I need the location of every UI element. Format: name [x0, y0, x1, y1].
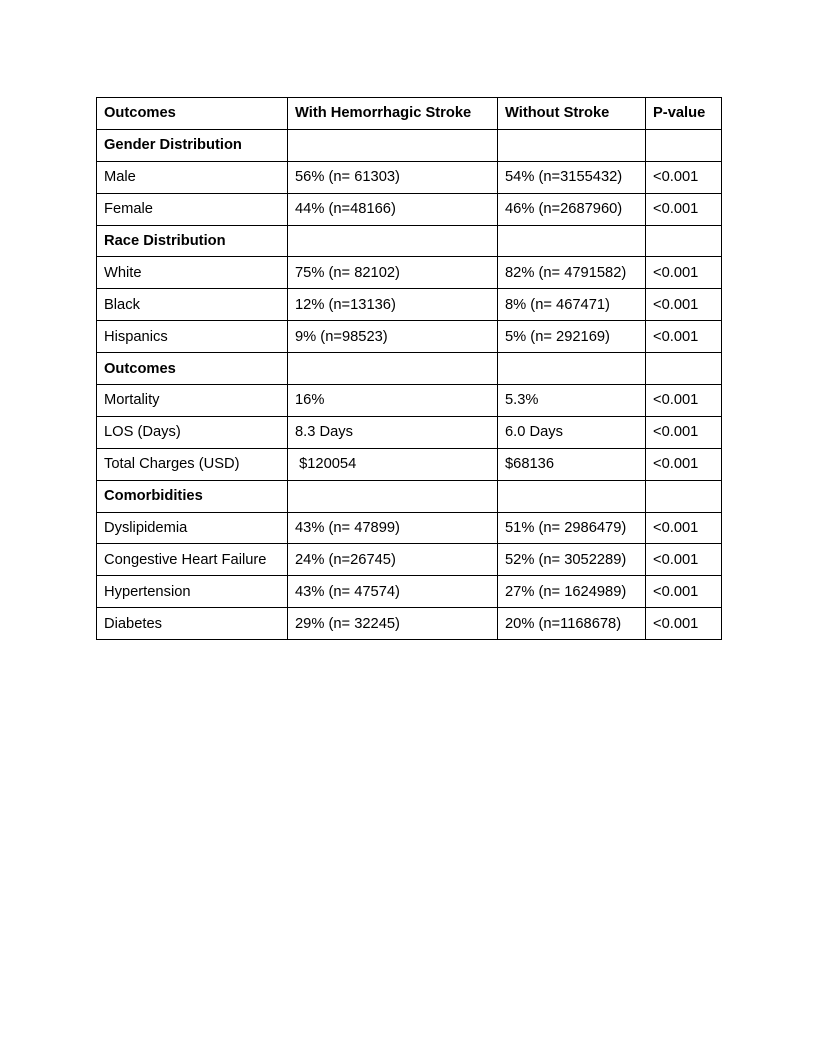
row-label-cell: Diabetes: [97, 608, 288, 640]
without-stroke-cell: 82% (n= 4791582): [498, 257, 646, 289]
p-value-cell: <0.001: [646, 448, 722, 480]
row-label-cell: Mortality: [97, 385, 288, 417]
column-header-with-hemorrhagic-stroke: With Hemorrhagic Stroke: [288, 98, 498, 130]
with-stroke-cell: 43% (n= 47899): [288, 512, 498, 544]
without-stroke-cell: [498, 480, 646, 512]
p-value-cell: <0.001: [646, 289, 722, 321]
row-label-cell: Male: [97, 161, 288, 193]
p-value-cell: <0.001: [646, 608, 722, 640]
without-stroke-cell: [498, 129, 646, 161]
p-value-cell: <0.001: [646, 385, 722, 417]
table-row: [97, 416, 722, 448]
table-row: [97, 608, 722, 640]
row-label-cell: Dyslipidemia: [97, 512, 288, 544]
with-stroke-cell: 56% (n= 61303): [288, 161, 498, 193]
with-stroke-cell: 16%: [288, 385, 498, 417]
without-stroke-cell: 5.3%: [498, 385, 646, 417]
p-value-cell: <0.001: [646, 416, 722, 448]
section-row: [97, 480, 722, 512]
table-row: [97, 321, 722, 353]
table-row: [97, 193, 722, 225]
table-row: [97, 385, 722, 417]
p-value-cell: <0.001: [646, 193, 722, 225]
with-stroke-cell: [288, 480, 498, 512]
column-header-p-value: P-value: [646, 98, 722, 130]
row-label-cell: Black: [97, 289, 288, 321]
row-label-cell: LOS (Days): [97, 416, 288, 448]
p-value-cell: <0.001: [646, 161, 722, 193]
without-stroke-cell: 27% (n= 1624989): [498, 576, 646, 608]
table-row: [97, 161, 722, 193]
without-stroke-cell: 54% (n=3155432): [498, 161, 646, 193]
with-stroke-cell: $120054: [288, 448, 498, 480]
without-stroke-cell: 5% (n= 292169): [498, 321, 646, 353]
row-label-cell: Congestive Heart Failure: [97, 544, 288, 576]
table-row: [97, 257, 722, 289]
without-stroke-cell: 52% (n= 3052289): [498, 544, 646, 576]
p-value-cell: <0.001: [646, 544, 722, 576]
table-row: [97, 512, 722, 544]
without-stroke-cell: $68136: [498, 448, 646, 480]
p-value-cell: <0.001: [646, 576, 722, 608]
table-row: [97, 289, 722, 321]
without-stroke-cell: [498, 353, 646, 385]
row-label-cell: Female: [97, 193, 288, 225]
p-value-cell: <0.001: [646, 512, 722, 544]
section-label-cell: Race Distribution: [97, 225, 288, 257]
with-stroke-cell: 75% (n= 82102): [288, 257, 498, 289]
outcomes-table: [96, 97, 722, 640]
without-stroke-cell: 6.0 Days: [498, 416, 646, 448]
section-row: [97, 225, 722, 257]
row-label-cell: Hispanics: [97, 321, 288, 353]
header-row: [97, 98, 722, 130]
with-stroke-cell: [288, 129, 498, 161]
p-value-cell: [646, 129, 722, 161]
with-stroke-cell: 44% (n=48166): [288, 193, 498, 225]
section-row: [97, 353, 722, 385]
without-stroke-cell: 20% (n=1168678): [498, 608, 646, 640]
without-stroke-cell: 46% (n=2687960): [498, 193, 646, 225]
without-stroke-cell: [498, 225, 646, 257]
p-value-cell: [646, 225, 722, 257]
without-stroke-cell: 8% (n= 467471): [498, 289, 646, 321]
with-stroke-cell: 43% (n= 47574): [288, 576, 498, 608]
with-stroke-cell: 12% (n=13136): [288, 289, 498, 321]
column-header-without-stroke: Without Stroke: [498, 98, 646, 130]
section-label-cell: Outcomes: [97, 353, 288, 385]
row-label-cell: Total Charges (USD): [97, 448, 288, 480]
with-stroke-cell: [288, 353, 498, 385]
p-value-cell: <0.001: [646, 257, 722, 289]
section-label-cell: Comorbidities: [97, 480, 288, 512]
with-stroke-cell: 24% (n=26745): [288, 544, 498, 576]
table-row: [97, 544, 722, 576]
row-label-cell: Hypertension: [97, 576, 288, 608]
column-header-outcomes: Outcomes: [97, 98, 288, 130]
section-row: [97, 129, 722, 161]
section-label-cell: Gender Distribution: [97, 129, 288, 161]
table-row: [97, 448, 722, 480]
with-stroke-cell: 8.3 Days: [288, 416, 498, 448]
p-value-cell: <0.001: [646, 321, 722, 353]
with-stroke-cell: 9% (n=98523): [288, 321, 498, 353]
with-stroke-cell: [288, 225, 498, 257]
without-stroke-cell: 51% (n= 2986479): [498, 512, 646, 544]
p-value-cell: [646, 353, 722, 385]
p-value-cell: [646, 480, 722, 512]
with-stroke-cell: 29% (n= 32245): [288, 608, 498, 640]
table-row: [97, 576, 722, 608]
table-body: [97, 129, 722, 639]
row-label-cell: White: [97, 257, 288, 289]
